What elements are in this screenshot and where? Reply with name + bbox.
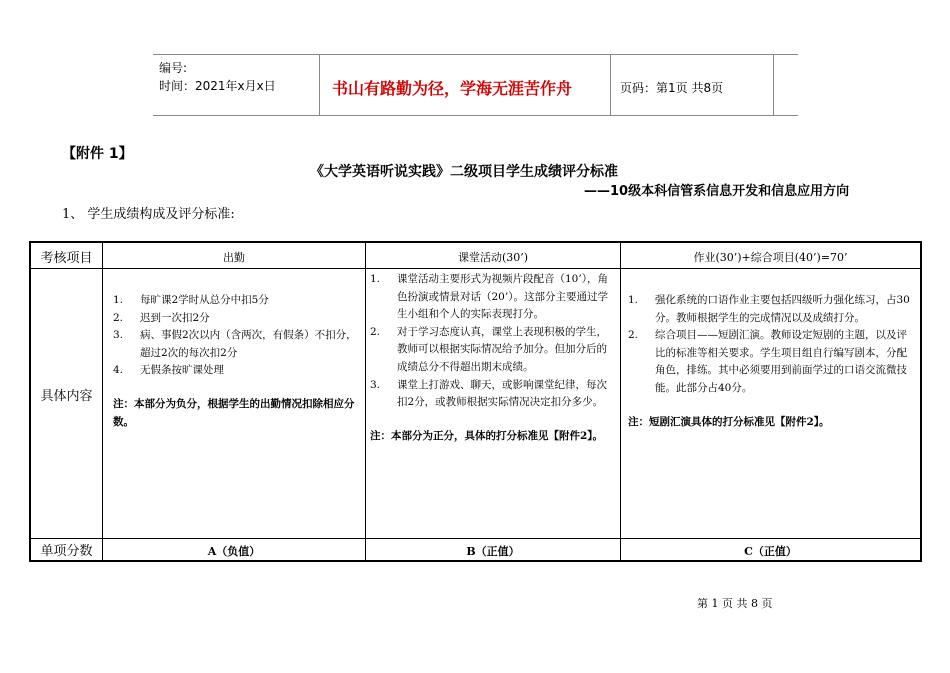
table-content-row bbox=[31, 268, 920, 539]
score-b: B（正值） bbox=[466, 545, 520, 558]
list-item: 2. 对于学习态度认真，课堂上表现积极的学生，教师可以根据实际情况给予加分。但加分后的成绩总分不得超出期末成绩。 bbox=[370, 325, 607, 373]
table-header-row bbox=[31, 243, 920, 269]
row-label-content: 具体内容 bbox=[40, 389, 93, 404]
document-subtitle: ——10级本科信管系信息开发和信息应用方向 bbox=[584, 184, 850, 199]
row-label-score: 单项分数 bbox=[40, 544, 93, 559]
header-attendance: 出勤 bbox=[223, 251, 245, 264]
attendance-list bbox=[113, 292, 359, 431]
list-item: 1. 课堂活动主要形式为视频片段配音（10’），角色扮演或情景对话（20’）。这部分主要通过学生小组和个人的实际表现打分。 bbox=[370, 273, 608, 321]
header-motto: 书山有路勤为径，学海无涯苦作舟 bbox=[332, 79, 573, 98]
attachment-label: 【附件 1】 bbox=[62, 146, 133, 162]
score-a: A（负值） bbox=[207, 545, 261, 558]
list-item: 2. 综合项目——短剧汇演。教师设定短剧的主题，以及评比的标准等相关要求。学生项目组自行编写剧本，分配角色，排练。其中必须要用到前面学过的口语交流微技能。此部分占40分。 bbox=[628, 329, 907, 394]
header-center bbox=[319, 55, 774, 115]
list-item: 3. 病、事假2次以内（含两次，有假条）不扣分，超过2次的每次扣2分 bbox=[113, 329, 357, 359]
homework-note: 注：短剧汇演具体的打分标准见【附件2】。 bbox=[628, 415, 830, 428]
homework-list bbox=[628, 292, 914, 431]
time-label: 时间：2021年x月x日 bbox=[159, 79, 276, 93]
list-item: 1. 每旷课2学时从总分中扣5分 bbox=[113, 294, 269, 306]
header-page-info: 页码：第1页 共8页 bbox=[620, 81, 724, 95]
list-item: 4. 无假条按旷课处理 bbox=[113, 364, 224, 377]
grading-table bbox=[29, 241, 922, 562]
header-homework-project: 作业(30’)+综合项目(40’)=70’ bbox=[693, 251, 848, 264]
list-item: 3. 课堂上打游戏、聊天，或影响课堂纪律，每次扣2分，或教师根据实际情况决定扣分多少。 bbox=[370, 378, 607, 409]
list-item: 2. 迟到一次扣2分 bbox=[113, 311, 210, 324]
page-footer: 第 1 页 共 8 页 bbox=[697, 597, 773, 610]
document-header bbox=[153, 54, 798, 116]
header-meta bbox=[153, 55, 319, 115]
header-class-activity: 课堂活动(30’) bbox=[457, 251, 529, 264]
section-heading: 1、 学生成绩构成及评分标准: bbox=[62, 207, 235, 222]
code-label: 编号: bbox=[159, 61, 188, 75]
document-title: 《大学英语听说实践》二级项目学生成绩评分标准 bbox=[310, 164, 618, 180]
attendance-note: 注：本部分为负分，根据学生的出勤情况扣除相应分数。 bbox=[113, 397, 355, 428]
header-item: 考核项目 bbox=[40, 251, 93, 266]
class-activity-note: 注：本部分为正分，具体的打分标准见【附件2】。 bbox=[370, 429, 604, 442]
list-item: 1. 强化系统的口语作业主要包括四级听力强化练习，占30分。教师根据学生的完成情况以及成绩打分。 bbox=[628, 294, 910, 324]
table-score-row bbox=[31, 539, 920, 560]
score-c: C（正值） bbox=[744, 545, 797, 558]
class-activity-list bbox=[370, 271, 615, 445]
